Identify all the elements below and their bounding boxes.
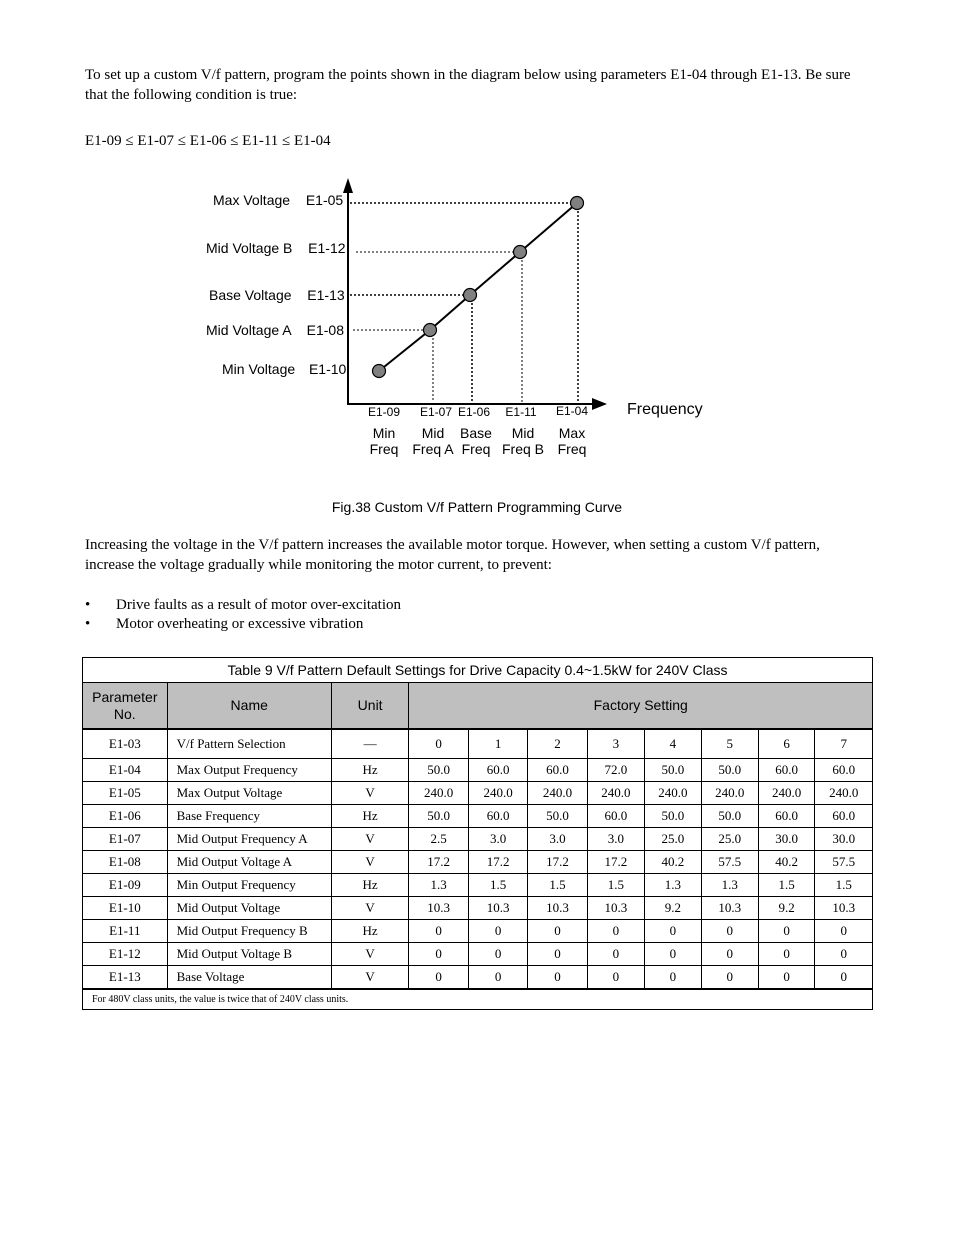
freq-name-min [370,425,399,457]
value-cell: 1.3 [701,874,758,897]
table-note-row [83,989,873,1010]
value-cell: 0 [758,943,814,966]
value-cell: 0 [587,966,644,990]
value-cell: 240.0 [528,782,587,805]
unit-cell: — [331,729,409,759]
value-cell: 0 [409,943,468,966]
table-row [83,782,873,805]
value-cell: 10.3 [587,897,644,920]
value-cell: 10.3 [528,897,587,920]
value-cell: 240.0 [587,782,644,805]
x-axis-arrow [592,398,607,410]
value-cell: 240.0 [645,782,701,805]
value-cell: 10.3 [468,897,527,920]
value-cell: 17.2 [468,851,527,874]
value-cell: 0 [409,729,468,759]
value-cell: 7 [815,729,873,759]
value-cell: 2.5 [409,828,468,851]
unit-cell: Hz [331,759,409,782]
name-cell: Mid Output Voltage [167,897,331,920]
base-voltage-param: E1-13 [307,287,345,303]
value-cell: 0 [528,920,587,943]
header-factory-setting: Factory Setting [409,683,873,730]
value-cell: 1.5 [587,874,644,897]
name-cell: Base Frequency [167,805,331,828]
value-cell: 0 [701,920,758,943]
param-cell: E1-11 [83,920,168,943]
freq-name-max [558,425,587,457]
value-cell: 3.0 [528,828,587,851]
base-voltage-name: Base Voltage [209,287,292,303]
table-row [83,729,873,759]
name-cell: Mid Output Voltage B [167,943,331,966]
body-paragraph: Increasing the voltage in the V/f pattern increases the available motor torque. However, when setting a custom V/f pattern, increase the voltage gradually while monitoring the motor current, to prevent: [85,537,820,573]
unit-cell: V [331,782,409,805]
value-cell: 25.0 [645,828,701,851]
max-voltage-label [213,192,343,208]
freq-name-mid-a-line2: Freq A [412,441,454,457]
value-cell: 9.2 [645,897,701,920]
value-cell: 0 [645,966,701,990]
name-cell: Mid Output Frequency A [167,828,331,851]
value-cell: 0 [468,966,527,990]
value-cell: 60.0 [528,759,587,782]
name-cell: Mid Output Voltage A [167,851,331,874]
name-cell: Base Voltage [167,966,331,990]
table-body [83,729,873,989]
value-cell: 0 [701,943,758,966]
value-cell: 9.2 [758,897,814,920]
value-cell: 6 [758,729,814,759]
value-cell: 2 [528,729,587,759]
unit-cell: V [331,943,409,966]
param-cell: E1-06 [83,805,168,828]
value-cell: 57.5 [701,851,758,874]
name-cell: Mid Output Frequency B [167,920,331,943]
param-cell: E1-07 [83,828,168,851]
value-cell: 0 [758,966,814,990]
name-cell: Max Output Frequency [167,759,331,782]
value-cell: 72.0 [587,759,644,782]
value-cell: 50.0 [701,805,758,828]
freq-name-base-line2: Freq [461,441,491,457]
name-cell: V/f Pattern Selection [167,729,331,759]
table-row [83,897,873,920]
header-name: Name [167,683,331,730]
value-cell: 1.5 [758,874,814,897]
param-cell: E1-09 [83,874,168,897]
table-row [83,874,873,897]
value-cell: 17.2 [528,851,587,874]
figure-caption: Fig.38 Custom V/f Pattern Programming Curve [331,499,623,515]
value-cell: 50.0 [409,759,468,782]
value-cell: 60.0 [468,805,527,828]
param-cell: E1-10 [83,897,168,920]
freq-name-max-line1: Max [558,425,586,441]
table-row [83,828,873,851]
value-cell: 0 [587,920,644,943]
freq-name-min-line2: Freq [369,441,399,457]
value-cell: 10.3 [701,897,758,920]
mid-voltage-a-name: Mid Voltage A [206,322,291,338]
value-cell: 240.0 [815,782,873,805]
value-cell: 0 [758,920,814,943]
value-cell: 0 [645,943,701,966]
value-cell: 60.0 [815,759,873,782]
freq-name-mid-b-line2: Freq B [501,441,545,457]
y-axis-arrow [343,178,353,193]
value-cell: 50.0 [528,805,587,828]
value-cell: 40.2 [758,851,814,874]
bullet-text: Drive faults as a result of motor over-excitation [116,597,402,613]
table-row [83,943,873,966]
point-base [464,289,477,302]
condition-text: E1-09 ≤ E1-07 ≤ E1-06 ≤ E1-11 ≤ E1-04 [85,133,331,149]
value-cell: 0 [528,943,587,966]
value-cell: 0 [528,966,587,990]
value-cell: 240.0 [758,782,814,805]
point-min [373,365,386,378]
param-cell: E1-03 [83,729,168,759]
min-voltage-label [222,361,346,377]
value-cell: 17.2 [409,851,468,874]
value-cell: 3 [587,729,644,759]
freq-name-mid-a [412,425,453,457]
value-cell: 240.0 [468,782,527,805]
freq-name-base [460,425,492,457]
value-cell: 10.3 [815,897,873,920]
min-voltage-name: Min Voltage [222,361,296,377]
mid-voltage-b-label [206,240,346,256]
bullet-symbol: • [85,597,91,613]
value-cell: 1 [468,729,527,759]
point-mid-a [424,324,437,337]
base-voltage-label [209,287,345,303]
value-cell: 50.0 [645,805,701,828]
table-header-row [83,683,873,730]
param-cell: E1-08 [83,851,168,874]
value-cell: 17.2 [587,851,644,874]
value-cell: 5 [701,729,758,759]
point-mid-b [514,246,527,259]
value-cell: 1.3 [409,874,468,897]
value-cell: 240.0 [409,782,468,805]
value-cell: 0 [468,943,527,966]
value-cell: 1.5 [468,874,527,897]
vf-default-settings-table [82,657,873,1010]
name-cell: Min Output Frequency [167,874,331,897]
mid-voltage-a-param: E1-08 [306,322,344,338]
value-cell: 50.0 [701,759,758,782]
min-voltage-param: E1-10 [308,361,347,377]
freq-name-mid-b-line1: Mid [511,425,535,441]
table-row [83,851,873,874]
value-cell: 60.0 [468,759,527,782]
value-cell: 4 [645,729,701,759]
value-cell: 3.0 [587,828,644,851]
value-cell: 57.5 [815,851,873,874]
value-cell: 50.0 [409,805,468,828]
unit-cell: V [331,828,409,851]
param-cell: E1-13 [83,966,168,990]
name-cell: Max Output Voltage [167,782,331,805]
header-param: Parameter No. [83,683,168,730]
freq-param-e1-04: E1-04 [555,404,589,418]
x-axis-label: Frequency [627,401,703,418]
point-max [571,197,584,210]
unit-cell: V [331,897,409,920]
header-unit: Unit [331,683,409,730]
unit-cell: Hz [331,874,409,897]
value-cell: 1.5 [528,874,587,897]
value-cell: 60.0 [587,805,644,828]
value-cell: 60.0 [758,805,814,828]
value-cell: 0 [815,966,873,990]
freq-name-mid-b [502,425,544,457]
value-cell: 30.0 [758,828,814,851]
param-cell: E1-05 [83,782,168,805]
freq-param-e1-09: E1-09 [367,405,401,419]
table-row [83,920,873,943]
value-cell: 50.0 [645,759,701,782]
table-title-row [83,658,873,683]
value-cell: 0 [587,943,644,966]
param-cell: E1-12 [83,943,168,966]
table-row [83,805,873,828]
value-cell: 0 [815,943,873,966]
value-cell: 0 [409,966,468,990]
max-voltage-name: Max Voltage [213,192,291,208]
vf-curve-line [379,203,577,371]
intro-paragraph: To set up a custom V/f pattern, program the points shown in the diagram below using parameters E1-04 through E1-13. Be sure that the following condition is true: [85,67,851,103]
max-voltage-param: E1-05 [305,192,344,208]
table-note: For 480V class units, the value is twice that of 240V class units. [83,989,873,1010]
bullet-text: Motor overheating or excessive vibration [116,616,364,632]
value-cell: 25.0 [701,828,758,851]
freq-name-max-line2: Freq [557,441,587,457]
unit-cell: Hz [331,805,409,828]
value-cell: 0 [468,920,527,943]
value-cell: 60.0 [815,805,873,828]
bullet-symbol: • [85,616,91,632]
freq-name-min-line1: Min [372,425,396,441]
table-row [83,759,873,782]
value-cell: 240.0 [701,782,758,805]
value-cell: 0 [815,920,873,943]
value-cell: 0 [409,920,468,943]
value-cell: 3.0 [468,828,527,851]
freq-param-e1-06: E1-06 [457,405,491,419]
unit-cell: V [331,966,409,990]
value-cell: 1.3 [645,874,701,897]
freq-name-mid-a-line1: Mid [421,425,445,441]
param-cell: E1-04 [83,759,168,782]
freq-param-e1-11: E1-11 [505,405,537,419]
value-cell: 0 [645,920,701,943]
value-cell: 40.2 [645,851,701,874]
unit-cell: V [331,851,409,874]
table-title: Table 9 V/f Pattern Default Settings for Drive Capacity 0.4~1.5kW for 240V Class [83,658,873,683]
unit-cell: Hz [331,920,409,943]
mid-voltage-a-label [206,322,344,338]
value-cell: 10.3 [409,897,468,920]
freq-param-e1-07: E1-07 [419,405,453,419]
freq-name-base-line1: Base [460,425,492,441]
value-cell: 1.5 [815,874,873,897]
table-row [83,966,873,990]
value-cell: 0 [701,966,758,990]
value-cell: 30.0 [815,828,873,851]
value-cell: 60.0 [758,759,814,782]
mid-voltage-b-name: Mid Voltage B [206,240,293,256]
mid-voltage-b-param: E1-12 [308,240,346,256]
